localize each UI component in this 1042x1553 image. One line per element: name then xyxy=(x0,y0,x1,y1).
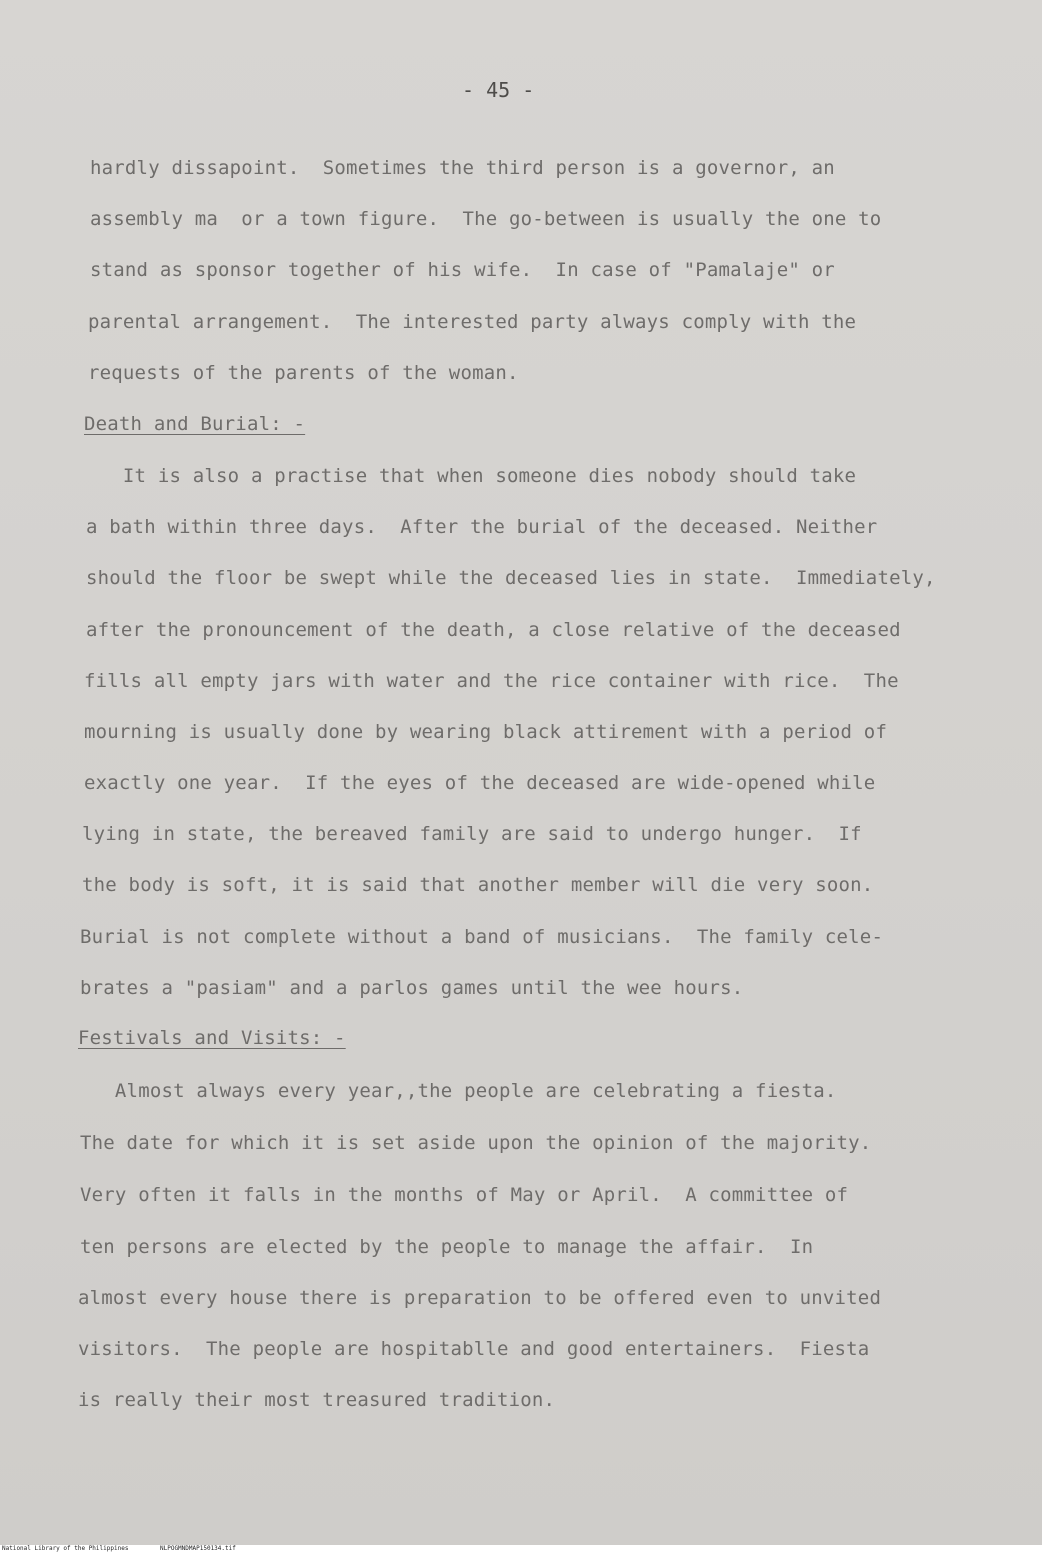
paragraph-line: a bath within three days. After the burial of the deceased. Neither xyxy=(86,516,878,538)
paragraph-line: fills all empty jars with water and the rice container with rice. The xyxy=(84,670,899,692)
paragraph-line: after the pronouncement of the death, a close relative of the deceased xyxy=(86,619,901,641)
paragraph-line: is really their most treasured tradition. xyxy=(78,1389,556,1411)
paragraph-line: Almost always every year,,the people are celebrating a fiesta. xyxy=(80,1080,837,1102)
paragraph-line: visitors. The people are hospitablle and good entertainers. Fiesta xyxy=(78,1338,870,1360)
section-heading-death-and-burial: Death and Burial: - xyxy=(84,413,306,435)
paragraph-line: almost every house there is preparation to be offered even to unvited xyxy=(78,1287,882,1309)
paragraph-line: should the floor be swept while the deceased lies in state. Immediately, xyxy=(86,567,936,589)
page-number: - 45 - xyxy=(462,78,535,102)
scan-footer xyxy=(0,1545,1042,1553)
paragraph-line: Burial is not complete without a band of musicians. The family cele- xyxy=(80,926,884,948)
paragraph-line: assembly ma or a town figure. The go-between is usually the one to xyxy=(90,208,882,230)
paragraph-line: lying in state, the bereaved family are said to undergo hunger. If xyxy=(82,823,862,845)
section-heading-festivals-and-visits: Festivals and Visits: - xyxy=(78,1027,346,1049)
paragraph-line: hardly dissapoint. Sometimes the third person is a governor, an xyxy=(90,157,835,179)
paragraph-line: The date for which it is set aside upon the opinion of the majority. xyxy=(80,1132,872,1154)
paragraph-line: It is also a practise that when someone dies nobody should take xyxy=(88,465,857,487)
paragraph-line: exactly one year. If the eyes of the deceased are wide-opened while xyxy=(84,772,876,794)
paragraph-line: brates a "pasiam" and a parlos games until the wee hours. xyxy=(80,977,744,999)
paragraph-line: the body is soft, it is said that another member will die very soon. xyxy=(82,874,874,896)
paragraph-line: Very often it falls in the months of May or April. A committee of xyxy=(80,1184,849,1206)
paragraph-line: ten persons are elected by the people to manage the affair. In xyxy=(80,1236,814,1258)
paragraph-line: parental arrangement. The interested party always comply with the xyxy=(88,311,857,333)
paragraph-line: stand as sponsor together of his wife. In case of "Pamalaje" or xyxy=(90,259,835,281)
paragraph-line: requests of the parents of the woman. xyxy=(88,362,519,384)
paragraph-line: mourning is usually done by wearing black attirement with a period of xyxy=(84,721,888,743)
footer-file-name: NLPOGMNDMAP150134.tif xyxy=(160,1545,236,1552)
footer-library-name: National Library of the Philippines xyxy=(2,1545,129,1552)
